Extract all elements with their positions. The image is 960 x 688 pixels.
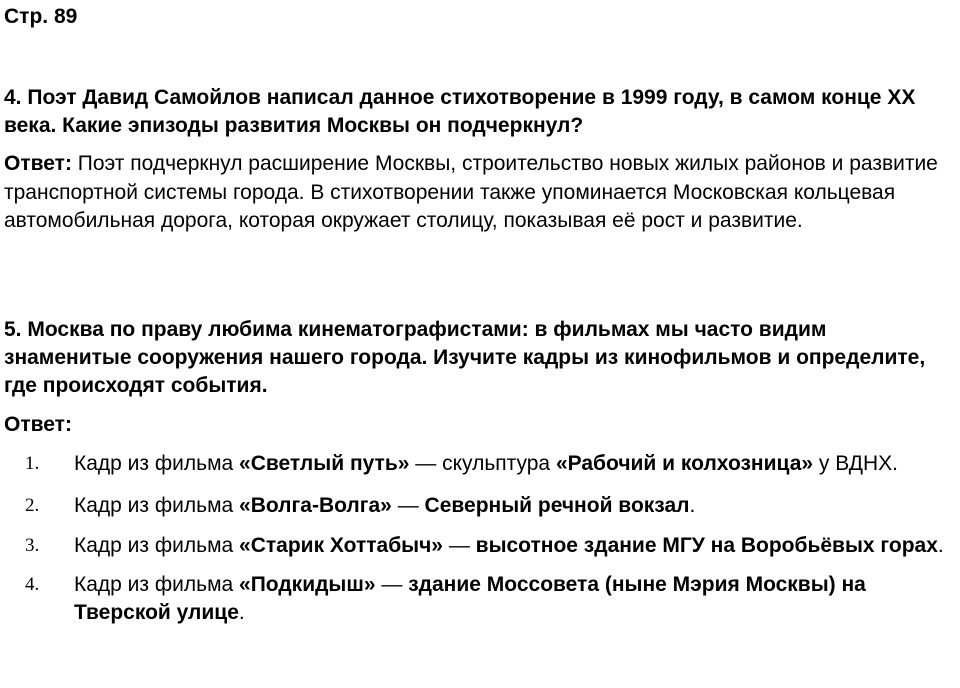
item-suffix: . (689, 494, 696, 517)
film-title: «Старик Хоттабыч» (239, 534, 443, 557)
item-suffix: . (238, 601, 245, 624)
list-item (0, 450, 960, 478)
list-item (0, 532, 960, 560)
list-item (0, 571, 960, 627)
location-name: «Рабочий и колхозница» (555, 452, 814, 475)
location-name: здание Моссовета (ныне Мэрия Москвы) на Тверской улице (74, 573, 866, 624)
item-suffix: у ВДНХ. (813, 452, 899, 475)
item-dash: — (391, 494, 425, 517)
question-5-answer-label: Ответ: (4, 413, 72, 436)
list-item-number: 2. (25, 495, 40, 516)
list-item (0, 492, 960, 520)
list-item-number: 1. (25, 453, 40, 474)
film-title: «Светлый путь» (239, 452, 410, 475)
item-dash: — (442, 534, 476, 557)
list-item-number: 3. (25, 535, 40, 556)
location-name: Северный речной вокзал (424, 494, 690, 517)
item-dash: — (375, 573, 409, 596)
item-prefix: Кадр из фильма (74, 452, 240, 475)
question-4-text: 4. Поэт Давид Самойлов написал данное стихотворение в 1999 году, в самом конце XX века. Какие эпизоды развития Москвы он подчеркнул? (4, 86, 916, 137)
location-name: высотное здание МГУ на Воробьёвых горах (475, 534, 938, 557)
page-number: Стр. 89 (4, 5, 78, 28)
item-suffix: . (937, 534, 944, 557)
answer-list (0, 450, 960, 627)
item-prefix: Кадр из фильма (74, 573, 240, 596)
item-dash: — скульптура (409, 452, 556, 475)
answer-label: Ответ: (4, 152, 72, 175)
question-5-text: 5. Москва по праву любима кинематографистами: в фильмах мы часто видим знаменитые сооружения нашего города. Изучите кадры из кинофильмов и определите, где происходят события. (4, 318, 926, 397)
film-title: «Подкидыш» (239, 573, 376, 596)
question-4-answer (4, 150, 959, 236)
film-title: «Волга-Волга» (239, 494, 392, 517)
answer-text: Поэт подчеркнул расширение Москвы, строительство новых жилых районов и развитие транспортной системы города. В стихотворении также упоминается Московская кольцевая автомобильная дорога, которая окружает столицу, показывая её рост и развитие. (4, 152, 938, 232)
item-prefix: Кадр из фильма (74, 534, 240, 557)
item-prefix: Кадр из фильма (74, 494, 240, 517)
list-item-number: 4. (25, 574, 40, 595)
